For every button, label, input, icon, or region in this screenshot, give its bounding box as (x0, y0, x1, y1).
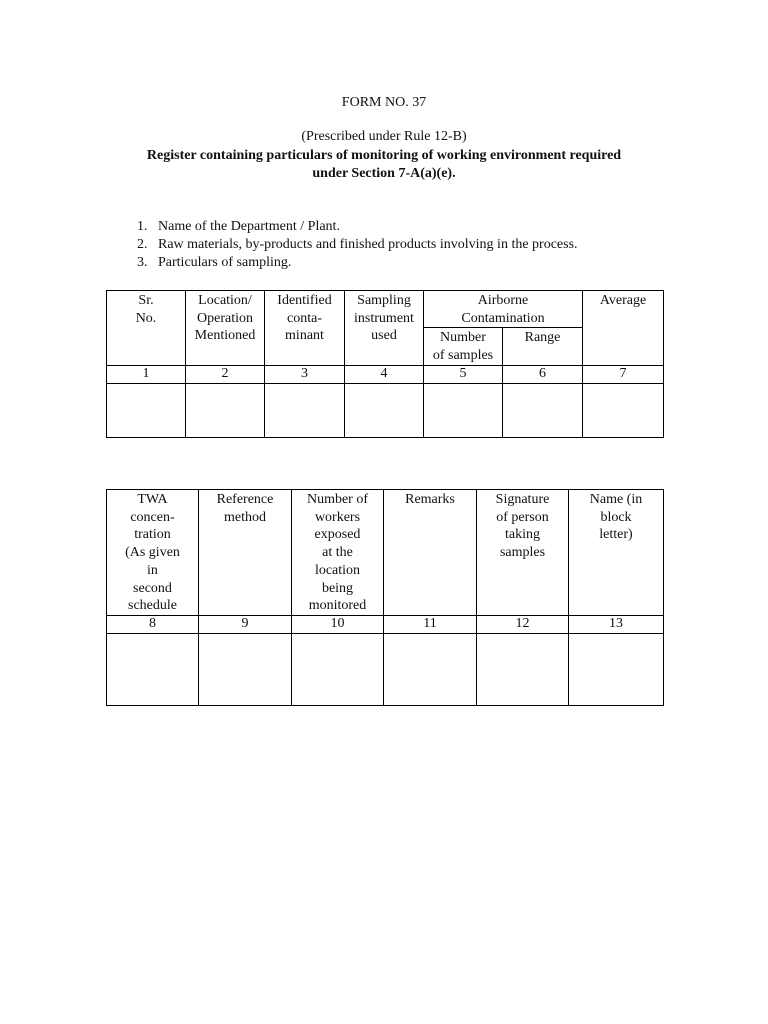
empty-cell (292, 634, 384, 706)
cell-line: TWA (137, 492, 168, 507)
empty-cell (384, 634, 477, 706)
cell-line: monitored (308, 598, 367, 614)
column-number: 2 (186, 365, 265, 383)
form-heading-line-1: Register containing particulars of monitoring of working environment required (146, 148, 622, 163)
column-number: 13 (569, 616, 664, 634)
empty-cell (265, 383, 345, 437)
cell-line: Mentioned (194, 328, 256, 344)
cell-line: Location/ (198, 293, 252, 308)
cell-line: method (224, 509, 266, 525)
empty-cell (199, 634, 292, 706)
cell-line: concen- (130, 509, 175, 525)
cell-line: at the (322, 545, 353, 561)
header-number-of-samples (424, 328, 503, 365)
header-twa-concentration (107, 490, 199, 616)
cell-line: minant (285, 328, 324, 344)
cell-line: conta- (287, 310, 322, 326)
header-name-block-letter (569, 490, 664, 616)
cell-line: taking (505, 527, 540, 543)
column-number: 11 (384, 616, 477, 634)
column-number-row (107, 365, 664, 383)
column-number: 10 (292, 616, 384, 634)
list-number: 3. (137, 255, 148, 270)
header-sampling-instrument (345, 291, 424, 366)
column-number: 8 (107, 616, 199, 634)
cell-line: workers (314, 509, 361, 525)
column-number-row (107, 616, 664, 634)
column-number: 3 (265, 365, 345, 383)
column-number: 4 (345, 365, 424, 383)
cell-line: Number (440, 330, 486, 346)
cell-line: (As given (125, 545, 180, 561)
empty-cell (345, 383, 424, 437)
cell-line: instrument (354, 310, 414, 326)
cell-line: samples (499, 545, 546, 561)
header-remarks: Remarks (384, 490, 477, 616)
list-text: Name of the Department / Plant. (158, 219, 340, 234)
header-location (186, 291, 265, 366)
column-number: 5 (424, 365, 503, 383)
cell-line: Airborne (477, 293, 529, 308)
header-number-of-workers (292, 490, 384, 616)
form-heading-line-2: under Section 7-A(a)(e). (312, 166, 456, 181)
cell-line: being (321, 580, 354, 596)
cell-line: schedule (128, 598, 177, 614)
cell-line: block (600, 509, 632, 525)
cell-line: second (133, 580, 172, 596)
empty-cell (107, 383, 186, 437)
cell-line: used (371, 328, 397, 344)
column-number: 12 (477, 616, 569, 634)
monitoring-table-2 (106, 489, 664, 706)
cell-line: letter) (599, 527, 633, 543)
cell-line: Sampling (357, 293, 411, 308)
cell-line: Reference (216, 492, 274, 507)
header-contaminant (265, 291, 345, 366)
header-signature (477, 490, 569, 616)
cell-line: Contamination (461, 310, 545, 326)
particulars-list (137, 218, 578, 272)
empty-cell (424, 383, 503, 437)
empty-cell (186, 383, 265, 437)
empty-cell (503, 383, 583, 437)
list-item (137, 218, 578, 236)
empty-cell (477, 634, 569, 706)
cell-line: Number of (306, 492, 369, 507)
header-sr-no (107, 291, 186, 366)
form-number: FORM NO. 37 (341, 95, 427, 110)
empty-cell (583, 383, 664, 437)
cell-line: Operation (197, 310, 253, 326)
cell-line: Name (in (589, 492, 643, 507)
empty-cell (569, 634, 664, 706)
cell-line: Sr. (138, 293, 154, 308)
column-number: 7 (583, 365, 664, 383)
cell-line: exposed (314, 527, 361, 543)
cell-line: Signature (495, 492, 550, 507)
list-number: 2. (137, 237, 148, 252)
list-text: Particulars of sampling. (158, 255, 292, 270)
monitoring-table-1 (106, 290, 664, 438)
list-item (137, 236, 578, 254)
list-number: 1. (137, 219, 148, 234)
empty-cell (107, 634, 199, 706)
table-row (107, 634, 664, 706)
header-range: Range (503, 328, 583, 365)
cell-line: location (314, 562, 361, 578)
cell-line: of person (496, 509, 549, 525)
header-reference-method (199, 490, 292, 616)
list-item (137, 254, 578, 272)
cell-line: tration (134, 527, 171, 543)
cell-line: No. (135, 310, 157, 326)
header-airborne-contamination (424, 291, 583, 328)
column-number: 6 (503, 365, 583, 383)
cell-line: of samples (432, 348, 494, 364)
header-average: Average (583, 291, 664, 366)
cell-line: Identified (277, 293, 332, 308)
cell-line: in (147, 562, 158, 578)
list-text: Raw materials, by-products and finished products involving in the process. (158, 237, 578, 252)
table-row (107, 383, 664, 437)
column-number: 9 (199, 616, 292, 634)
column-number: 1 (107, 365, 186, 383)
prescribed-rule: (Prescribed under Rule 12-B) (301, 129, 467, 144)
